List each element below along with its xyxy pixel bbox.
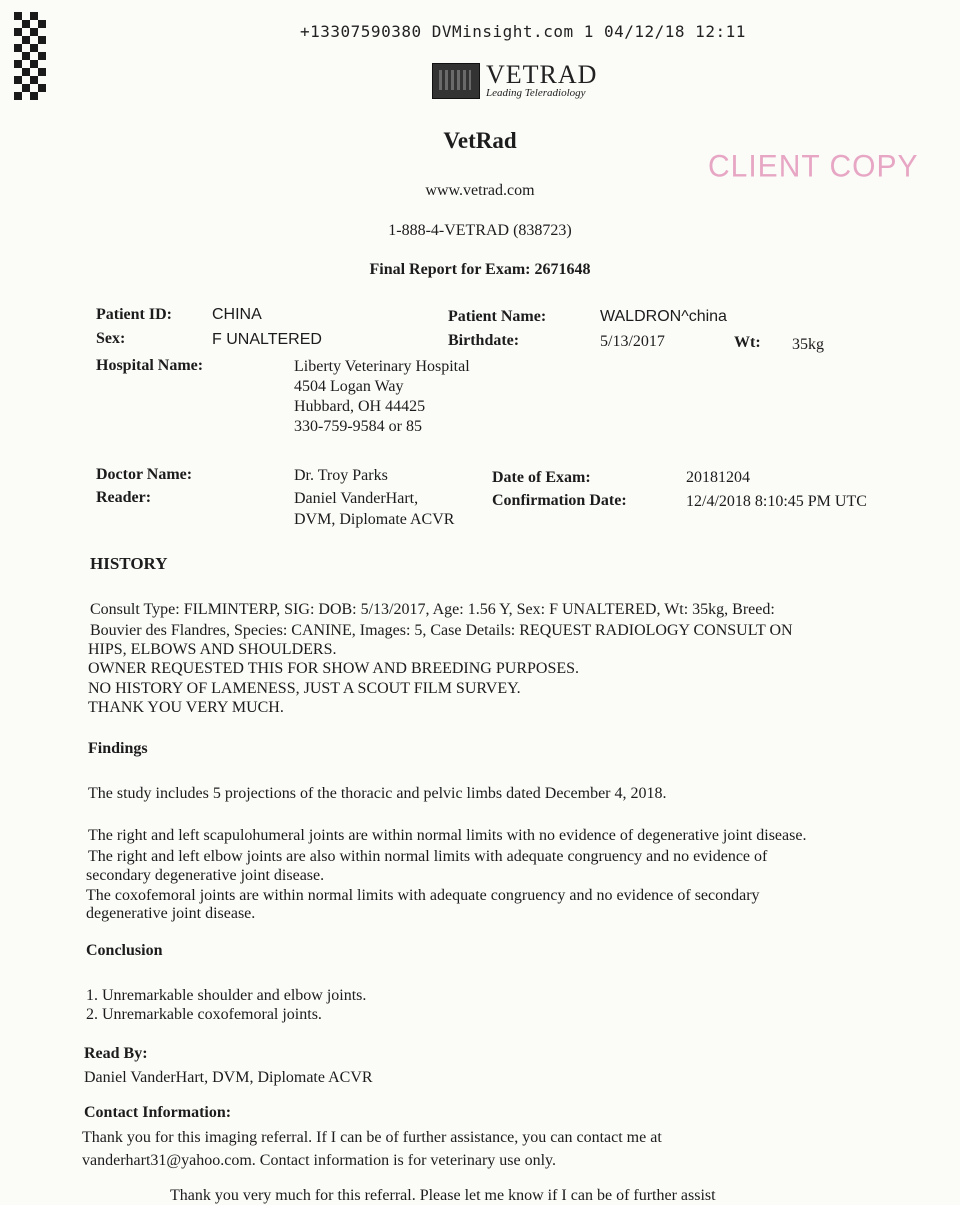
weight-label: Wt: [734,334,761,351]
sex-value: F UNALTERED [212,331,322,348]
client-copy-stamp: CLIENT COPY [708,149,919,184]
doctor-name-label: Doctor Name: [96,466,193,483]
vetrad-logo [432,62,597,99]
doctor-name: Dr. Troy Parks [294,467,388,484]
birthdate-label: Birthdate: [448,332,520,349]
logo-emblem [432,63,480,99]
history-line: Consult Type: FILMINTERP, SIG: DOB: 5/13/2017, Age: 1.56 Y, Sex: F UNALTERED, Wt: 35kg, Breed: [90,601,775,618]
findings-line: The right and left elbow joints are also within normal limits with adequate congruency and no evidence of [88,848,768,865]
final-report-title: Final Report for Exam: 2671648 [369,261,591,278]
findings-line: degenerative joint disease. [86,905,256,922]
findings-heading: Findings [88,740,148,757]
contact-line: vanderhart31@yahoo.com. Contact information is for veterinary use only. [82,1152,557,1169]
findings-line: The right and left scapulohumeral joints are within normal limits with no evidence of degenerative joint disease. [88,827,807,844]
confirmation-date-label: Confirmation Date: [492,492,627,509]
patient-id: CHINA [212,306,262,323]
birthdate-value: 5/13/2017 [600,333,665,350]
read-by-heading: Read By: [84,1045,148,1062]
history-heading: HISTORY [90,554,168,573]
contact-heading: Contact Information: [84,1104,232,1121]
document-title: VetRad [443,128,517,153]
logo-tagline: Leading Teleradiology [486,87,586,99]
sex-label: Sex: [96,330,126,347]
hospital-line: Hubbard, OH 44425 [294,398,426,415]
phone-number: 1-888-4-VETRAD (838723) [388,222,572,239]
confirmation-date: 12/4/2018 8:10:45 PM UTC [686,493,867,510]
reader-line: Daniel VanderHart, [294,490,419,507]
footer-partial-line: Thank you very much for this referral. Please let me know if I can be of further assist [170,1187,716,1204]
fax-checker-mark [14,12,54,104]
patient-id-label: Patient ID: [96,306,172,323]
history-line: HIPS, ELBOWS AND SHOULDERS. [88,641,337,658]
hospital-line: Liberty Veterinary Hospital [294,358,470,375]
history-line: NO HISTORY OF LAMENESS, JUST A SCOUT FILM SURVEY. [88,680,521,697]
history-line: OWNER REQUESTED THIS FOR SHOW AND BREEDING PURPOSES. [88,660,580,677]
reader-label: Reader: [96,489,152,506]
conclusion-item: 1. Unremarkable shoulder and elbow joints. [86,987,367,1004]
history-line: THANK YOU VERY MUCH. [88,699,284,716]
conclusion-heading: Conclusion [86,942,163,959]
hospital-name-label: Hospital Name: [96,357,204,374]
read-by-name: Daniel VanderHart, DVM, Diplomate ACVR [84,1069,373,1086]
logo-brand: VETRAD [486,60,598,89]
website: www.vetrad.com [425,182,535,199]
patient-name: WALDRON^china [600,308,727,325]
contact-line: Thank you for this imaging referral. If I can be of further assistance, you can contact me at [82,1129,662,1146]
hospital-line: 4504 Logan Way [294,378,404,395]
hospital-line: 330-759-9584 or 85 [294,418,422,435]
weight-value: 35kg [792,336,824,353]
exam-date-label: Date of Exam: [492,469,591,486]
conclusion-item: 2. Unremarkable coxofemoral joints. [86,1006,322,1023]
findings-intro: The study includes 5 projections of the thoracic and pelvic limbs dated December 4, 2018. [88,785,667,802]
reader-line: DVM, Diplomate ACVR [294,511,455,528]
findings-line: secondary degenerative joint disease. [86,867,325,884]
exam-date: 20181204 [686,469,750,486]
patient-name-label: Patient Name: [448,308,547,325]
fax-header: +13307590380 DVMinsight.com 1 04/12/18 12:11 [300,22,746,41]
findings-line: The coxofemoral joints are within normal limits with adequate congruency and no evidence of secondary [86,887,760,904]
history-line: Bouvier des Flandres, Species: CANINE, Images: 5, Case Details: REQUEST RADIOLOGY CONSULT ON [90,622,793,639]
